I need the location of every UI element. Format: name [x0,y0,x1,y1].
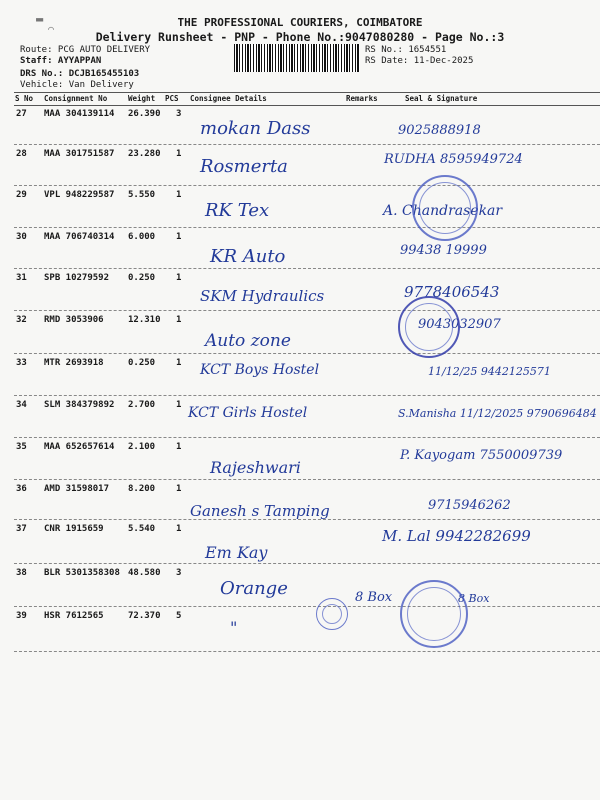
rs-date: RS Date: 11-Dec-2025 [365,55,474,66]
row-weight: 26.390 [128,109,161,119]
handwritten-signature: 9025888918 [398,123,481,138]
row-consignment-no: MTR 2693918 [44,358,104,368]
row-sno: 29 [16,190,27,200]
row-pcs: 1 [176,149,182,159]
scan-mark: ⌒ [48,24,55,35]
row-weight: 5.540 [128,524,156,534]
row-weight: 2.100 [128,442,156,452]
row-consignment-no: BLR 5301358308 [44,568,120,578]
row-pcs: 1 [176,484,182,494]
row-pcs: 1 [176,273,182,283]
row-weight: 12.310 [128,315,161,325]
row-weight: 72.370 [128,611,161,621]
row-weight: 23.280 [128,149,161,159]
courier-stamp [412,175,478,241]
row-sno: 36 [16,484,27,494]
handwritten-signature: A. Chandrasekar [383,203,503,219]
row-divider [14,606,600,607]
row-divider [14,395,600,396]
row-consignment-no: SPB 10279592 [44,273,110,283]
handwritten-consignee: KR Auto [210,246,286,267]
col-remarks: Remarks [346,94,378,103]
handwritten-consignee: KCT Boys Hostel [200,362,320,378]
runsheet-subtitle: Delivery Runsheet - PNP - Phone No.:9047080280 - Page No.:3 [95,30,505,44]
row-weight: 8.200 [128,484,156,494]
row-consignment-no: AMD 31598017 [44,484,110,494]
row-sno: 33 [16,358,27,368]
drs-number: DRS No.: DCJB165455103 [20,69,140,79]
scan-mark: ▬ [36,12,44,26]
row-sno: 30 [16,232,27,242]
col-consignee-details: Consignee Details [190,94,267,103]
row-consignment-no: RMD 3053906 [44,315,104,325]
row-consignment-no: MAA 652657614 [44,442,115,452]
handwritten-signature: 99438 19999 [400,243,487,258]
row-divider [14,310,600,311]
row-divider [14,437,600,438]
handwritten-signature: 9043032907 [418,317,501,332]
handwritten-consignee: RK Tex [205,200,270,221]
row-consignment-no: SLM 384379892 [44,400,115,410]
row-weight: 5.550 [128,190,156,200]
col-sno: S No [15,94,34,103]
handwritten-signature: 9715946262 [428,498,511,513]
row-divider [14,651,600,652]
row-weight: 48.580 [128,568,161,578]
staff-label: Staff: AYYAPPAN [20,55,102,66]
row-divider [14,185,600,186]
handwritten-consignee: SKM Hydraulics [200,287,325,305]
col-pcs: PCS [165,94,179,103]
row-divider [14,563,600,564]
vehicle-label: Vehicle: Van Delivery [20,79,134,90]
row-divider [14,227,600,228]
row-sno: 28 [16,149,27,159]
courier-stamp [400,580,468,648]
route-label: Route: PCG AUTO DELIVERY [20,45,151,55]
handwritten-signature: RUDHA 8595949724 [384,152,523,167]
handwritten-consignee: KCT Girls Hostel [188,405,308,421]
handwritten-signature: 9778406543 [404,283,500,301]
row-divider [14,519,600,520]
row-pcs: 1 [176,358,182,368]
rs-info [365,45,473,66]
handwritten-signature: 8 Box [458,592,490,605]
row-consignment-no: VPL 948229587 [44,190,115,200]
col-weight: Weight [128,94,156,103]
header-rule [14,92,600,93]
row-sno: 31 [16,273,27,283]
handwritten-signature: P. Kayogam 7550009739 [400,448,563,463]
row-divider [14,353,600,354]
row-sno: 39 [16,611,27,621]
handwritten-consignee: Em Kay [205,543,268,562]
row-weight: 2.700 [128,400,156,410]
handwritten-consignee: Ganesh s Tamping [190,502,330,520]
row-pcs: 1 [176,400,182,410]
row-pcs: 1 [176,232,182,242]
row-sno: 27 [16,109,27,119]
handwritten-signature: S.Manisha 11/12/2025 9790696484 [398,407,597,420]
row-consignment-no: MAA 304139114 [44,109,115,119]
row-sno: 35 [16,442,27,452]
row-sno: 32 [16,315,27,325]
handwritten-signature: 11/12/25 9442125571 [428,365,551,378]
handwritten-consignee: Rajeshwari [210,458,301,477]
row-pcs: 1 [176,524,182,534]
handwritten-consignee: Orange [220,578,288,599]
row-consignment-no: MAA 301751587 [44,149,115,159]
handwritten-consignee: " [230,618,238,637]
row-pcs: 3 [176,568,182,578]
row-divider [14,268,600,269]
col-consignment: Consignment No [44,94,108,103]
row-weight: 6.000 [128,232,156,242]
barcode [234,44,360,72]
row-pcs: 1 [176,442,182,452]
handwritten-consignee: Auto zone [205,331,291,351]
col-seal-signature: Seal & Signature [405,94,478,103]
handwritten-signature: 8 Box [355,590,393,605]
company-title: THE PROFESSIONAL COURIERS, COIMBATORE [177,16,423,29]
courier-stamp [316,598,348,630]
row-consignment-no: CNR 1915659 [44,524,104,534]
row-sno: 37 [16,524,27,534]
row-consignment-no: HSR 7612565 [44,611,104,621]
row-sno: 34 [16,400,27,410]
row-pcs: 5 [176,611,182,621]
row-divider [14,144,600,145]
courier-stamp [398,296,460,358]
header-rule [14,105,600,106]
row-consignment-no: MAA 706740314 [44,232,115,242]
handwritten-consignee: Rosmerta [200,156,288,177]
row-divider [14,479,600,480]
rs-number: RS No.: 1654551 [365,45,447,55]
row-pcs: 3 [176,109,182,119]
row-pcs: 1 [176,315,182,325]
row-weight: 0.250 [128,358,156,368]
row-sno: 38 [16,568,27,578]
route-info [20,45,150,90]
row-weight: 0.250 [128,273,156,283]
handwritten-consignee: mokan Dass [200,118,311,139]
row-pcs: 1 [176,190,182,200]
handwritten-signature: M. Lal 9942282699 [382,527,531,545]
